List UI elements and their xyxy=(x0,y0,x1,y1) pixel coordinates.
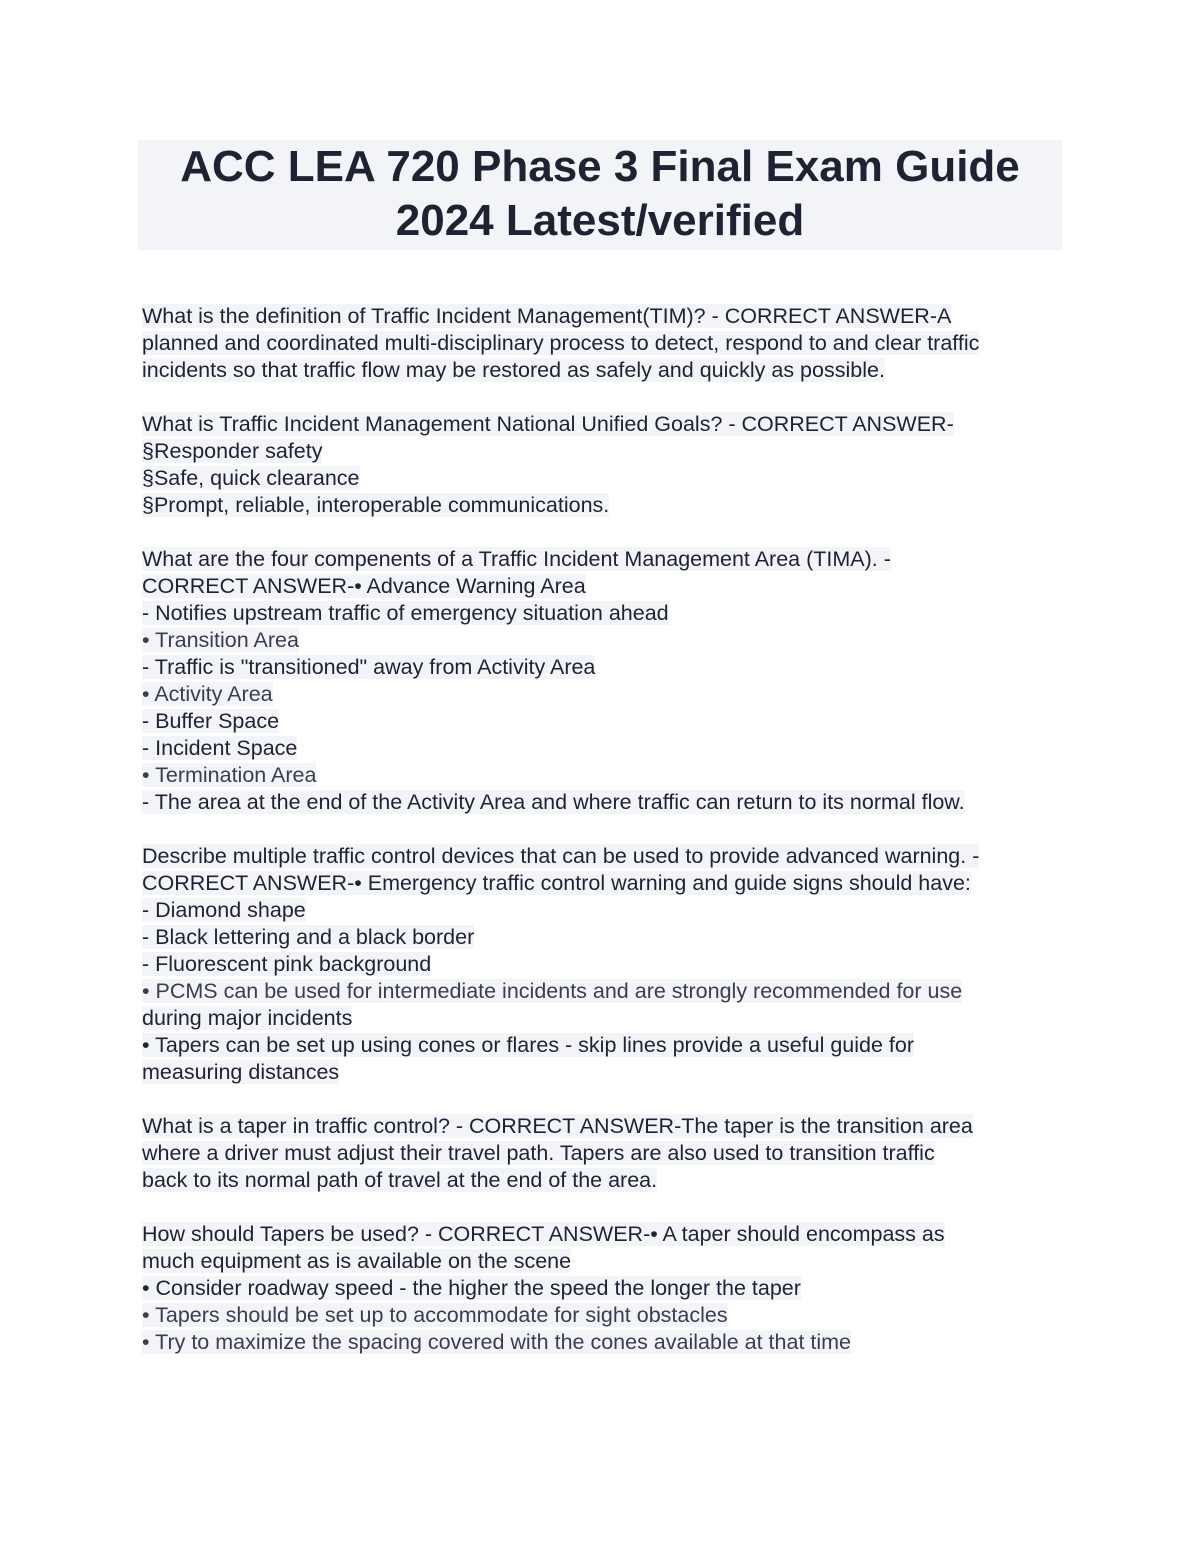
title-line-1: ACC LEA 720 Phase 3 Final Exam Guide xyxy=(180,142,1020,191)
text-line: §Safe, quick clearance xyxy=(142,466,360,490)
qa-block-taper-definition xyxy=(142,1113,1072,1194)
text-line: - Buffer Space xyxy=(142,709,280,733)
text-line: measuring distances xyxy=(142,1060,340,1084)
text-line: • Transition Area xyxy=(142,628,299,652)
text-line: where a driver must adjust their travel path. Tapers are also used to transition traffic xyxy=(142,1141,935,1165)
text-line: • Activity Area xyxy=(142,682,273,706)
qa-content xyxy=(142,303,1072,1383)
qa-block-warning-devices xyxy=(142,843,1072,1086)
text-line: • Tapers should be set up to accommodate for sight obstacles xyxy=(142,1303,728,1327)
text-line: - Fluorescent pink background xyxy=(142,952,432,976)
text-line: incidents so that traffic flow may be restored as safely and quickly as possible. xyxy=(142,358,885,382)
qa-block-tima-components xyxy=(142,546,1072,816)
text-line: - Notifies upstream traffic of emergency situation ahead xyxy=(142,601,669,625)
text-line: - The area at the end of the Activity Area and where traffic can return to its normal flow. xyxy=(142,790,965,814)
text-line: planned and coordinated multi-disciplinary process to detect, respond to and clear traffic xyxy=(142,331,980,355)
title-line-2: 2024 Latest/verified xyxy=(395,196,805,245)
text-line: • Termination Area xyxy=(142,763,317,787)
text-line: • PCMS can be used for intermediate incidents and are strongly recommended for use xyxy=(142,979,963,1003)
qa-block-taper-usage xyxy=(142,1221,1072,1356)
text-line: What are the four compenents of a Traffic Incident Management Area (TIMA). - xyxy=(142,547,891,571)
text-line: - Diamond shape xyxy=(142,898,306,922)
text-line: CORRECT ANSWER-• Emergency traffic control warning and guide signs should have: xyxy=(142,871,971,895)
text-line: What is the definition of Traffic Incident Management(TIM)? - CORRECT ANSWER-A xyxy=(142,304,952,328)
text-line: - Traffic is "transitioned" away from Activity Area xyxy=(142,655,596,679)
text-line: How should Tapers be used? - CORRECT ANSWER-• A taper should encompass as xyxy=(142,1222,945,1246)
text-line: CORRECT ANSWER-• Advance Warning Area xyxy=(142,574,586,598)
text-line: back to its normal path of travel at the end of the area. xyxy=(142,1168,658,1192)
text-line: during major incidents xyxy=(142,1006,353,1030)
document-title xyxy=(138,140,1062,250)
text-line: - Black lettering and a black border xyxy=(142,925,475,949)
qa-block-unified-goals xyxy=(142,411,1072,519)
text-line: much equipment as is available on the scene xyxy=(142,1249,572,1273)
qa-block-tim-definition xyxy=(142,303,1072,384)
text-line: §Responder safety xyxy=(142,439,323,463)
text-line: • Tapers can be set up using cones or flares - skip lines provide a useful guide for xyxy=(142,1033,915,1057)
text-line: • Consider roadway speed - the higher the speed the longer the taper xyxy=(142,1276,801,1300)
text-line: • Try to maximize the spacing covered with the cones available at that time xyxy=(142,1330,852,1354)
text-line: - Incident Space xyxy=(142,736,298,760)
text-line: What is Traffic Incident Management National Unified Goals? - CORRECT ANSWER- xyxy=(142,412,954,436)
text-line: Describe multiple traffic control devices that can be used to provide advanced warning. - xyxy=(142,844,980,868)
text-line: What is a taper in traffic control? - CORRECT ANSWER-The taper is the transition area xyxy=(142,1114,973,1138)
text-line: §Prompt, reliable, interoperable communications. xyxy=(142,493,610,517)
